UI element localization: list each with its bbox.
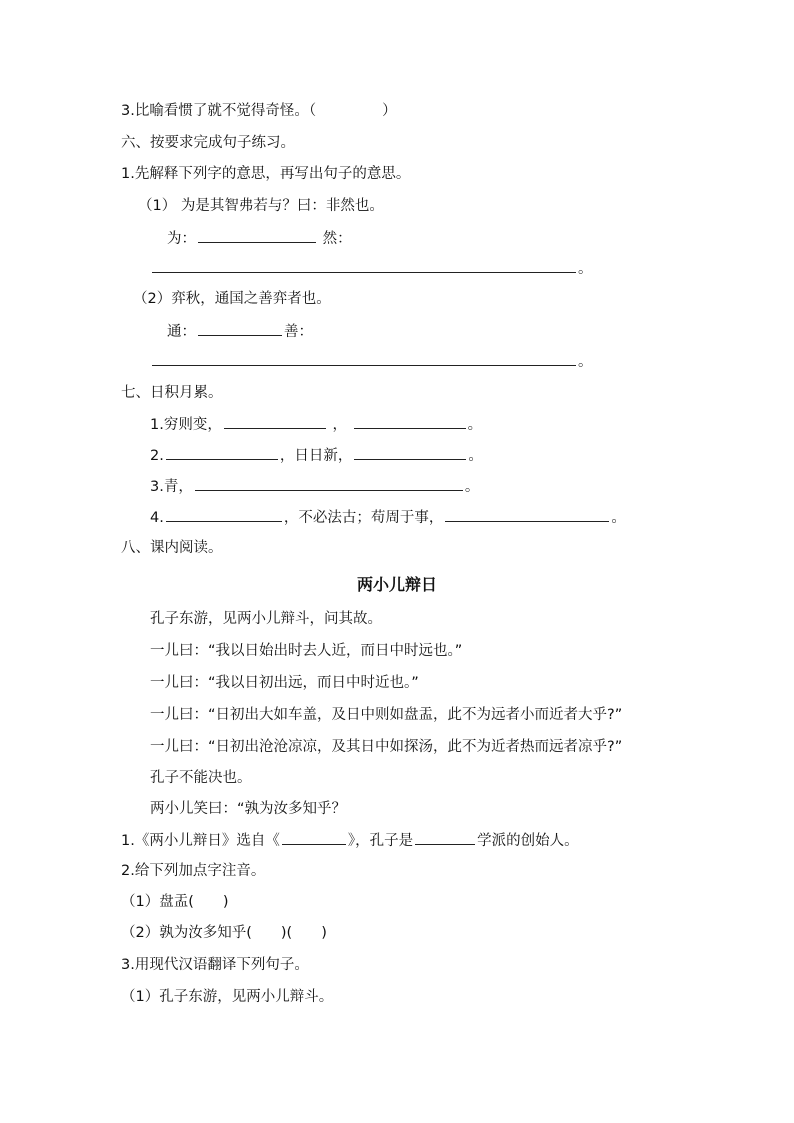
- section6-heading: 六、按要求完成句子练习。: [121, 135, 295, 151]
- passage-line: 两小儿笑曰：“孰为汝多知乎？: [150, 801, 347, 817]
- passage-line: 一儿曰：“我以日初出远，而日中时近也。”: [150, 675, 419, 691]
- section8-q2-item1: （1）盘盂( ): [121, 894, 229, 910]
- answer-blank[interactable]: [445, 507, 609, 522]
- section7-line2: 2. ，日日新， 。: [150, 445, 483, 466]
- section6-item2: （2）弈秋，通国之善弈者也。: [133, 291, 331, 307]
- passage-line: 一儿曰：“日初出沧沧凉凉，及其日中如探汤，此不为近者热而远者凉乎?”: [150, 739, 623, 755]
- pinyin-blank[interactable]: ( )( ): [246, 925, 327, 941]
- section6-item1-words: 为： 然：: [167, 228, 352, 249]
- passage-line: 一儿曰：“日初出大如车盖，及日中则如盘盂，此不为远者小而近者大乎?”: [150, 707, 623, 723]
- answer-blank[interactable]: [198, 321, 282, 336]
- answer-blank[interactable]: [318, 101, 380, 115]
- section8-q2-item2: （2）孰为汝多知乎( )( ): [121, 925, 327, 941]
- passage-line: 一儿曰：“我以日始出时去人近，而日中时远也。”: [150, 643, 463, 659]
- answer-blank[interactable]: [195, 476, 463, 491]
- simile-question: 3.比喻看惯了就不觉得奇怪。（ ）: [121, 103, 397, 119]
- answer-blank[interactable]: [224, 414, 326, 429]
- section7-line4: 4. ，不必法古；苟周于事， 。: [150, 507, 626, 528]
- section7-heading: 七、日积月累。: [121, 385, 223, 401]
- answer-blank[interactable]: [354, 414, 466, 429]
- answer-blank[interactable]: [152, 351, 576, 366]
- section6-item1-meaning: 。: [150, 258, 593, 279]
- section6-item2-meaning: 。: [150, 351, 593, 372]
- passage-line: 孔子东游，见两小儿辩斗，问其故。: [150, 611, 382, 627]
- section8-q3-item1: （1）孔子东游，见两小儿辩斗。: [121, 989, 334, 1005]
- answer-blank[interactable]: [282, 830, 346, 845]
- answer-blank[interactable]: [166, 507, 282, 522]
- section6-item2-words: 通： 善：: [167, 321, 313, 342]
- section8-q2: 2.给下列加点字注音。: [121, 863, 266, 879]
- answer-blank[interactable]: [166, 445, 278, 460]
- section8-q3: 3.用现代汉语翻译下列句子。: [121, 957, 309, 973]
- section6-item1: （1） 为是其智弗若与？曰：非然也。: [138, 198, 384, 214]
- answer-blank[interactable]: [152, 258, 576, 273]
- section7-line3: 3.青， 。: [150, 476, 479, 497]
- section7-line1: 1.穷则变， ， 。: [150, 414, 482, 435]
- section6-task: 1.先解释下列字的意思，再写出句子的意思。: [121, 166, 411, 182]
- answer-blank[interactable]: [415, 830, 475, 845]
- section8-heading: 八、课内阅读。: [121, 540, 223, 556]
- pinyin-blank[interactable]: ( ): [188, 894, 229, 910]
- answer-blank[interactable]: [198, 228, 316, 243]
- passage-title: 两小儿辩日: [356, 575, 437, 594]
- answer-blank[interactable]: [354, 445, 466, 460]
- passage-line: 孔子不能决也。: [150, 770, 252, 786]
- section8-q1: 1.《两小儿辩日》选自《 》，孔子是 学派的创始人。: [121, 830, 579, 851]
